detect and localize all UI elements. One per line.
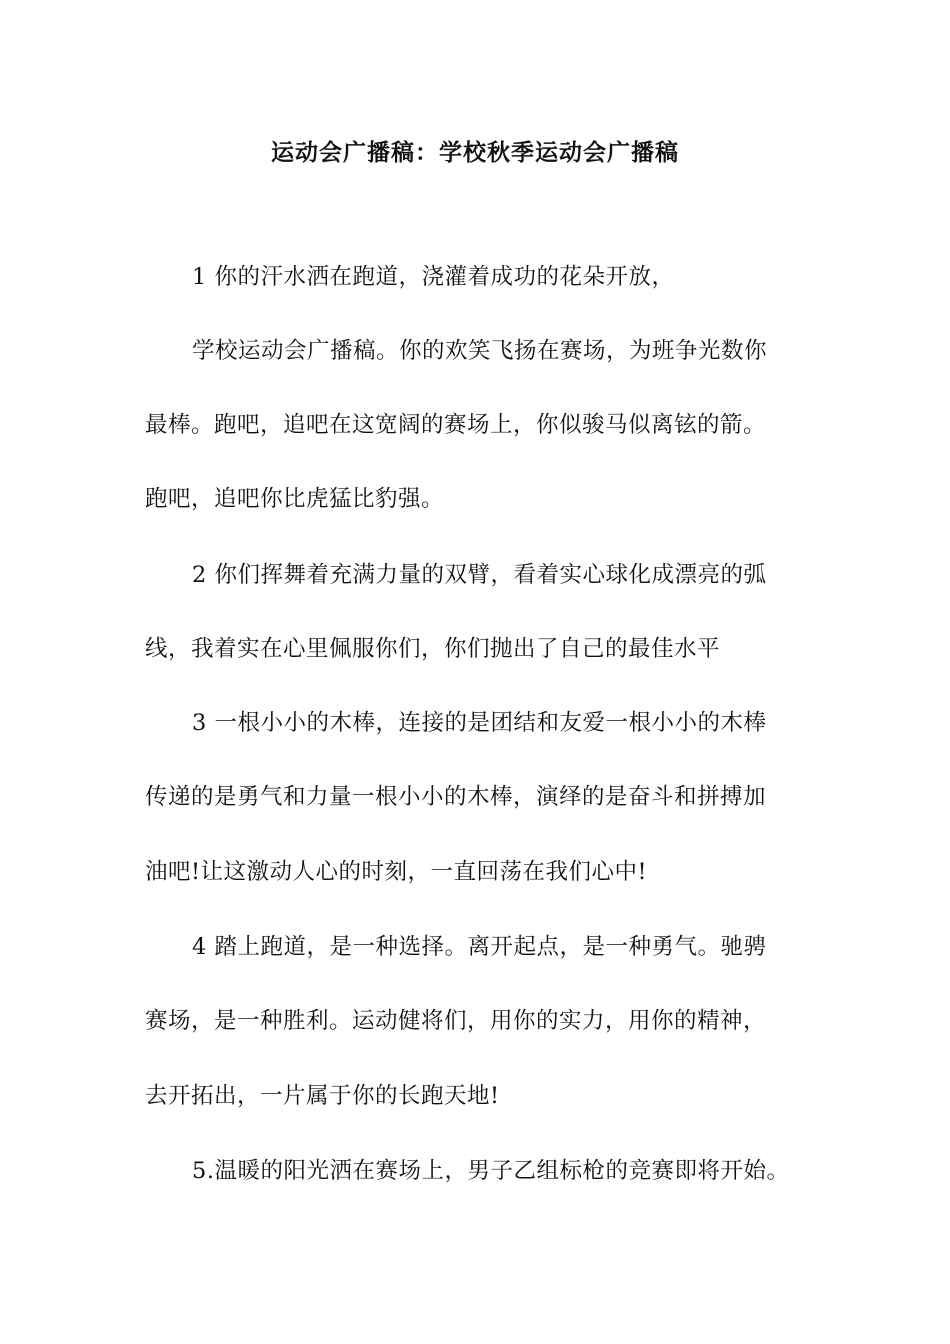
text-line-4: 跑吧，追吧你比虎猛比豹强。: [145, 486, 445, 512]
text-line-11: 赛场，是一种胜利。运动健将们，用你的实力，用你的精神，: [145, 1008, 767, 1034]
text-line-7: 3 一根小小的木棒，连接的是团结和友爱一根小小的木棒: [192, 710, 767, 736]
text-line-1: 1 你的汗水洒在跑道，浇灌着成功的花朵开放，: [192, 264, 675, 290]
text-line-6: 线，我着实在心里佩服你们，你们抛出了自己的最佳水平: [145, 636, 721, 662]
text-line-9: 油吧!让这激动人心的时刻，一直回荡在我们心中!: [145, 859, 648, 885]
text-line-13: 5.温暖的阳光洒在赛场上，男子乙组标枪的竞赛即将开始。: [192, 1158, 790, 1184]
text-line-2: 学校运动会广播稿。你的欢笑飞扬在赛场，为班争光数你: [192, 338, 768, 364]
text-line-8: 传递的是勇气和力量一根小小的木棒，演绎的是奋斗和拼搏加: [145, 784, 767, 810]
text-line-12: 去开拓出，一片属于你的长跑天地!: [145, 1083, 500, 1109]
document-title: 运动会广播稿：学校秋季运动会广播稿: [271, 139, 679, 166]
text-line-10: 4 踏上跑道，是一种选择。离开起点，是一种勇气。驰骋: [192, 934, 767, 960]
text-line-3: 最棒。跑吧，追吧在这宽阔的赛场上，你似骏马似离铉的箭。: [145, 412, 767, 438]
text-line-5: 2 你们挥舞着充满力量的双臂，看着实心球化成漂亮的弧: [192, 562, 767, 588]
